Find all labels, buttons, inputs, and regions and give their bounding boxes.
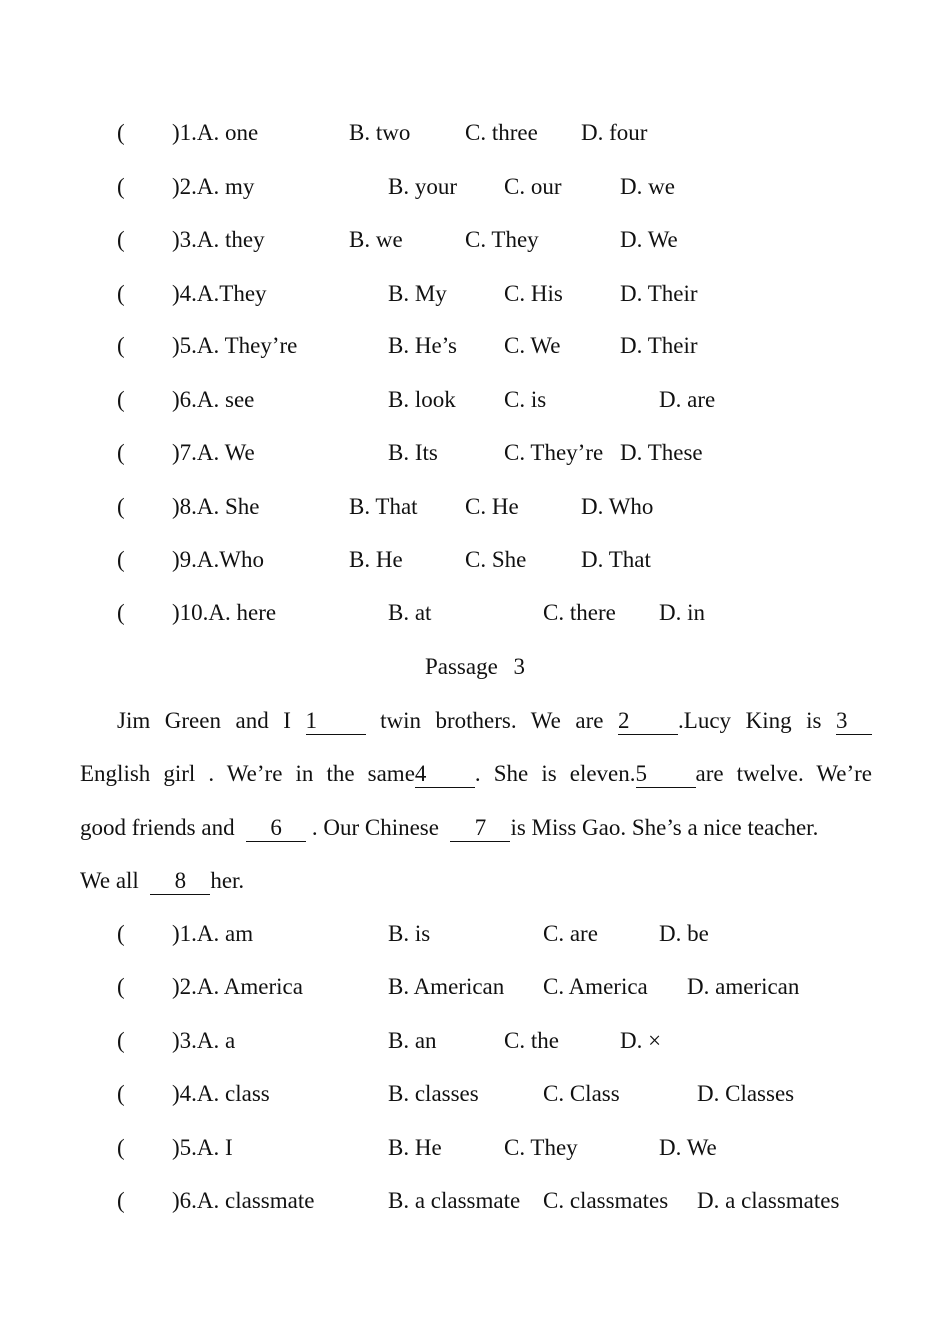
answer-paren: (	[117, 921, 125, 946]
blank-7: 7	[450, 815, 510, 842]
option-c: C. America	[543, 974, 648, 999]
passage-text: English girl . We’re in the same	[80, 761, 415, 786]
option-b: B. your	[388, 174, 457, 199]
option-b: B. That	[349, 494, 418, 519]
question-row	[0, 1026, 950, 1056]
question-row	[0, 1133, 950, 1163]
option-a: )10.A. here	[172, 600, 277, 625]
answer-paren: (	[117, 227, 125, 252]
option-a: )5.A. I	[172, 1135, 233, 1160]
passage-text: . She is eleven.	[474, 761, 636, 786]
option-d: D. american	[687, 974, 800, 999]
passage-line	[80, 813, 872, 843]
option-d: D. four	[581, 120, 648, 145]
option-a: )3.A. a	[172, 1028, 236, 1053]
passage-text: are twelve. We’re	[695, 761, 873, 786]
option-d: D. in	[659, 600, 705, 625]
option-c: C. Class	[543, 1081, 620, 1106]
answer-paren: (	[117, 1028, 125, 1053]
passage-text: is Miss Gao. She’s a nice teacher.	[510, 815, 819, 840]
option-a: )6.A. classmate	[172, 1188, 315, 1213]
question-row	[0, 1079, 950, 1109]
option-d: D. We	[620, 227, 678, 252]
option-a: )4.A. class	[172, 1081, 270, 1106]
option-c: C. They’re	[504, 440, 604, 465]
passage-text: .Lucy King is	[678, 708, 822, 733]
passage-text: Jim Green and I	[117, 708, 291, 733]
option-d: D. ×	[620, 1028, 662, 1053]
option-a: )9.A.Who	[172, 547, 264, 572]
option-c: C. the	[504, 1028, 559, 1053]
option-c: C. is	[504, 387, 547, 412]
option-a: )6.A. see	[172, 387, 255, 412]
option-b: B. He’s	[388, 333, 457, 358]
option-b: B. American	[388, 974, 505, 999]
option-a: )2.A. America	[172, 974, 303, 999]
option-c: C. They	[504, 1135, 578, 1160]
answer-paren: (	[117, 1081, 125, 1106]
blank-5: 5	[636, 761, 696, 788]
option-c: C. He	[465, 494, 519, 519]
option-c: C. our	[504, 174, 562, 199]
option-a: )1.A. one	[172, 120, 259, 145]
option-b: B. My	[388, 281, 447, 306]
option-d: D. Their	[620, 281, 698, 306]
question-row	[0, 1186, 950, 1216]
passage-text: We all	[80, 868, 139, 893]
passage-text: twin brothers. We are	[380, 708, 604, 733]
option-b: B. look	[388, 387, 456, 412]
option-a: )5.A. They’re	[172, 333, 298, 358]
blank-8: 8	[150, 868, 210, 895]
option-d: D. we	[620, 174, 675, 199]
option-c: C. there	[543, 600, 616, 625]
answer-paren: (	[117, 120, 125, 145]
option-a: )7.A. We	[172, 440, 255, 465]
question-row	[0, 279, 950, 309]
answer-paren: (	[117, 333, 125, 358]
passage-line	[117, 706, 872, 736]
option-c: C. They	[465, 227, 539, 252]
option-c: C. We	[504, 333, 561, 358]
option-d: D. That	[581, 547, 651, 572]
answer-paren: (	[117, 600, 125, 625]
question-row	[0, 331, 950, 361]
option-b: B. an	[388, 1028, 437, 1053]
option-d: D. Who	[581, 494, 654, 519]
option-d: D. We	[659, 1135, 717, 1160]
question-row	[0, 972, 950, 1002]
question-row	[0, 919, 950, 949]
option-d: D. These	[620, 440, 703, 465]
answer-paren: (	[117, 440, 125, 465]
question-row	[0, 438, 950, 468]
answer-paren: (	[117, 387, 125, 412]
blank-4: 4	[415, 761, 475, 788]
answer-paren: (	[117, 1135, 125, 1160]
answer-paren: (	[117, 281, 125, 306]
option-a: )4.A.They	[172, 281, 267, 306]
blank-6: 6	[246, 815, 306, 842]
option-c: C. His	[504, 281, 563, 306]
blank-2: 2	[618, 708, 678, 735]
option-c: C. are	[543, 921, 598, 946]
option-c: C. classmates	[543, 1188, 669, 1213]
question-row	[0, 492, 950, 522]
option-b: B. is	[388, 921, 431, 946]
option-b: B. we	[349, 227, 403, 252]
option-b: B. classes	[388, 1081, 479, 1106]
option-a: )3.A. they	[172, 227, 265, 252]
question-row	[0, 598, 950, 628]
option-a: )2.A. my	[172, 174, 255, 199]
question-row	[0, 225, 950, 255]
option-b: B. at	[388, 600, 432, 625]
answer-paren: (	[117, 974, 125, 999]
question-row	[0, 118, 950, 148]
option-c: C. three	[465, 120, 538, 145]
option-d: D. Classes	[697, 1081, 795, 1106]
question-row	[0, 545, 950, 575]
answer-paren: (	[117, 494, 125, 519]
passage-text: . Our Chinese	[311, 815, 439, 840]
passage-line	[80, 759, 872, 789]
answer-paren: (	[117, 547, 125, 572]
option-d: D. a classmates	[697, 1188, 840, 1213]
option-c: C. She	[465, 547, 527, 572]
question-row	[0, 385, 950, 415]
option-d: D. Their	[620, 333, 698, 358]
passage-text: good friends and	[80, 815, 235, 840]
blank-1: 1	[306, 708, 366, 735]
option-b: B. two	[349, 120, 411, 145]
option-b: B. Its	[388, 440, 438, 465]
option-d: D. be	[659, 921, 709, 946]
option-b: B. He	[349, 547, 403, 572]
answer-paren: (	[117, 174, 125, 199]
option-a: )1.A. am	[172, 921, 254, 946]
option-b: B. a classmate	[388, 1188, 521, 1213]
passage-text: her.	[210, 868, 245, 893]
option-d: D. are	[659, 387, 716, 412]
option-a: )8.A. She	[172, 494, 260, 519]
passage-title: Passage 3	[424, 654, 526, 679]
answer-paren: (	[117, 1188, 125, 1213]
option-b: B. He	[388, 1135, 442, 1160]
passage-line	[80, 866, 872, 896]
question-row	[0, 172, 950, 202]
blank-3: 3	[836, 708, 872, 735]
